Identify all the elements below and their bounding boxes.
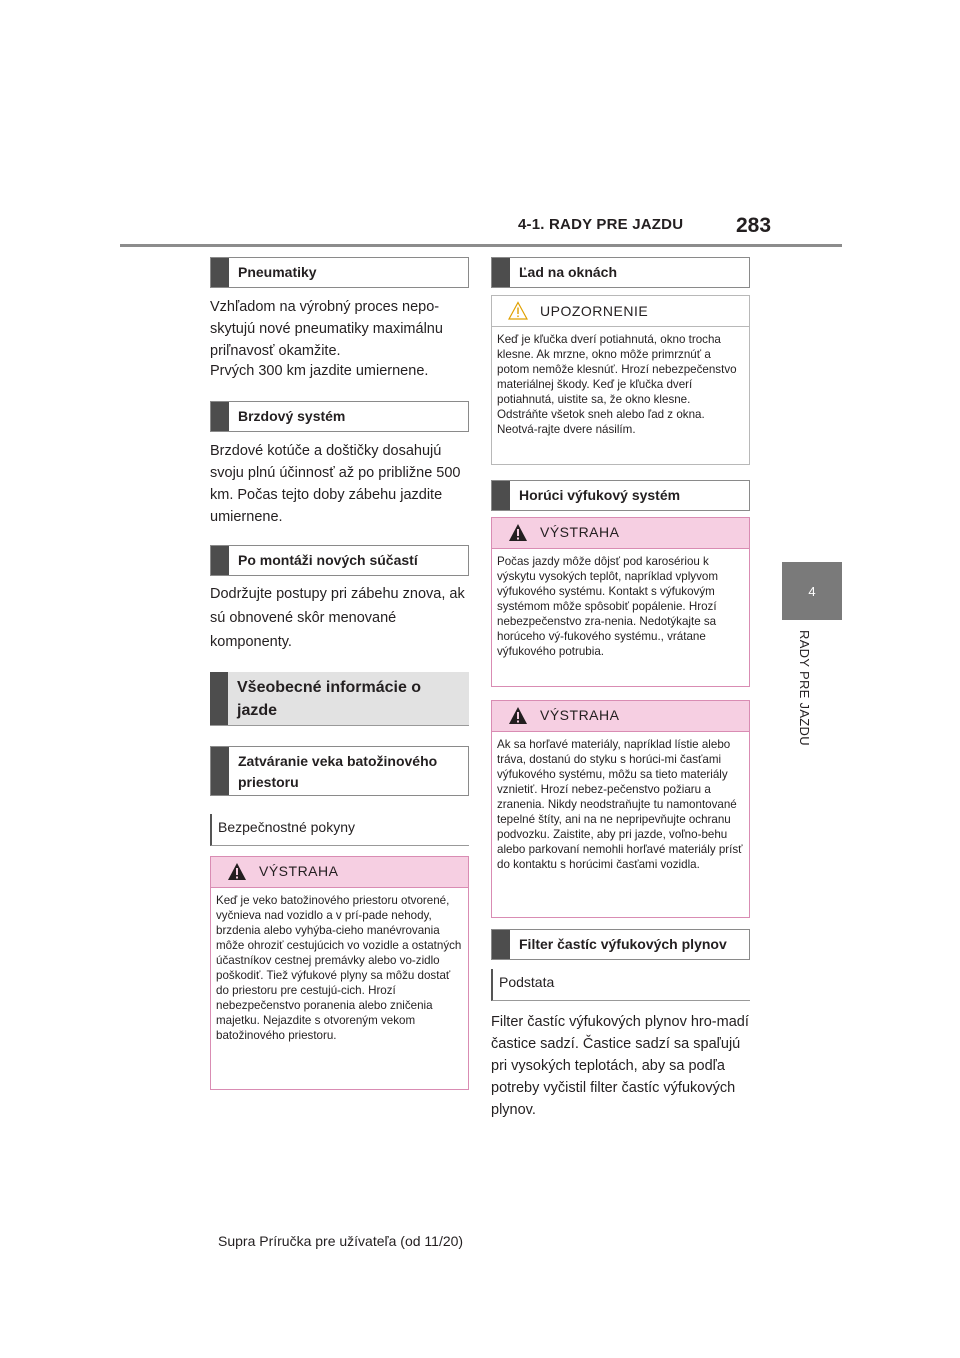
warning-header (492, 518, 749, 549)
warning-title: VÝSTRAHA (540, 707, 620, 723)
chapter-number: 4 (808, 583, 816, 599)
heading-pneumatiky (210, 257, 469, 288)
caution-header (492, 296, 749, 327)
header-divider (120, 244, 842, 247)
heading-text: Po montáži nových súčastí (238, 552, 418, 568)
warning-triangle-icon (508, 523, 528, 543)
heading-montaz (210, 545, 469, 576)
heading-text: Filter častíc výfukových plynov (519, 936, 727, 952)
section-title: 4-1. RADY PRE JAZDU (518, 216, 684, 233)
heading-lad (491, 257, 750, 288)
warning-text: Počas jazdy môže dôjsť pod karosériou k výskytu vysokých teplôt, napríklad vplyvom výfukového systému. Kontakt s výfukovým systémom môže spôsobiť popálenie. Hrozí nebezpečenstvo zra-nenia. Nedotýkajte sa horúceho vý-fukového systému., vrátane výfukového potrubia. (497, 555, 719, 658)
warning-text: Keď je veko batožinového priestoru otvorené, vyčnieva nad vozidlo a v prí-pade nehody, brzdenia alebo vyhýba-cieho manévrovania môže ohroziť cestujúcich vo vozidle a ostatných účastníkov cestnej premávky alebo vo-zidlo poškodiť. Tiež výfukové plyny sa môžu dostať do priestoru pre cestujú-cich. Hrozí nebezpečenstvo poranenia alebo zničenia majetku. Nejazdite s otvoreným vekom batožinového priestoru. (216, 894, 462, 1042)
heading-text: Všeobecné informácie o jazde (237, 679, 422, 719)
heading-bar (211, 402, 229, 431)
heading-text: Horúci výfukový systém (519, 487, 681, 503)
heading-filter (491, 929, 750, 960)
warning-header (492, 701, 749, 732)
chapter-side-label: RADY PRE JAZDU (797, 630, 812, 746)
pneumatiky-text-2: Prvých 300 km jazdite umiernene. (210, 363, 429, 379)
subheading-text: Bezpečnostné pokyny (218, 819, 355, 835)
heading-vseobecne (210, 672, 469, 726)
heading-bar (211, 546, 229, 575)
footer-text: Supra Príručka pre užívateľa (od 11/20) (218, 1233, 464, 1249)
caution-box (491, 295, 750, 465)
heading-bar (492, 481, 510, 510)
caution-triangle-icon (508, 301, 528, 321)
heading-bar (492, 258, 510, 287)
warning-triangle-icon (227, 862, 247, 882)
warning-box (210, 856, 469, 1090)
chapter-tab[interactable] (782, 562, 842, 620)
warning-header (211, 857, 468, 888)
pneumatiky-text: Vzhľadom na výrobný proces nepo-skytujú nové pneumatiky maximálnu priľnavosť okamžite. (210, 299, 443, 359)
brzdy-text: Brzdové kotúče a doštičky dosahujú svoju plnú účinnosť až po približne 500 km. Počas tejto doby zábehu jazdite umiernene. (210, 443, 461, 525)
warning-title: VÝSTRAHA (259, 863, 339, 879)
heading-text: Zatváranie veka batožinového priestoru (238, 753, 438, 790)
heading-text: Brzdový systém (238, 408, 346, 424)
warning-title: VÝSTRAHA (540, 524, 620, 540)
heading-bar (211, 258, 229, 287)
heading-horuci (491, 480, 750, 511)
warning-text: Ak sa horľavé materiály, napríklad lístie alebo tráva, dostanú do styku s horúci-mi časťami výfukového systému, môžu sa tieto materiály vznietiť. Hrozí nebez-pečenstvo požiaru a zranenia. Nikdy neodstraňujte tu namontované tepelné štíty, ani na ne nepripevňujte ochranu podvozku. Zaistite, aby pri jazde, voľno-behu alebo parkovaní nemohli horľavé materiály prísť do kontaktu s horúcimi časťami vozidla. (497, 738, 743, 871)
warning-box (491, 517, 750, 687)
page-number: 283 (736, 214, 772, 237)
warning-box (491, 700, 750, 918)
chapter-side-label-wrap (782, 630, 842, 770)
warning-triangle-icon (508, 706, 528, 726)
heading-bar (492, 930, 510, 959)
heading-text: Pneumatiky (238, 264, 317, 280)
filter-text: Filter častíc výfukových plynov hro-madí častice sadzí. Častice sadzí sa spaľujú pri vysokých teplotách, aby sa podľa potreby vyčistil filter častíc výfukových plynov. (491, 1014, 749, 1118)
subheading-bezpecnost (210, 814, 469, 846)
subheading-podstata (491, 969, 750, 1001)
caution-title: UPOZORNENIE (540, 303, 649, 319)
heading-text: Ľad na oknách (519, 264, 618, 280)
subheading-text: Podstata (499, 974, 555, 990)
heading-veko (210, 746, 469, 796)
heading-brzdy (210, 401, 469, 432)
montaz-text: Dodržujte postupy pri zábehu znova, ak sú obnovené skôr menované komponenty. (210, 586, 465, 650)
heading-bar (210, 672, 228, 725)
heading-bar (211, 747, 229, 795)
caution-text: Keď je kľučka dverí potiahnutá, okno trocha klesne. Ak mrzne, okno môže primrznúť a potom nemôže klesnúť. Hrozí nebezpečenstvo materiálnej škody. Keď je kľučka dverí potiahnutá, uistite sa, že okno klesne. Odstráňte všetok sneh alebo ľad z okna. Neotvá-rajte dvere násilím. (497, 333, 737, 436)
